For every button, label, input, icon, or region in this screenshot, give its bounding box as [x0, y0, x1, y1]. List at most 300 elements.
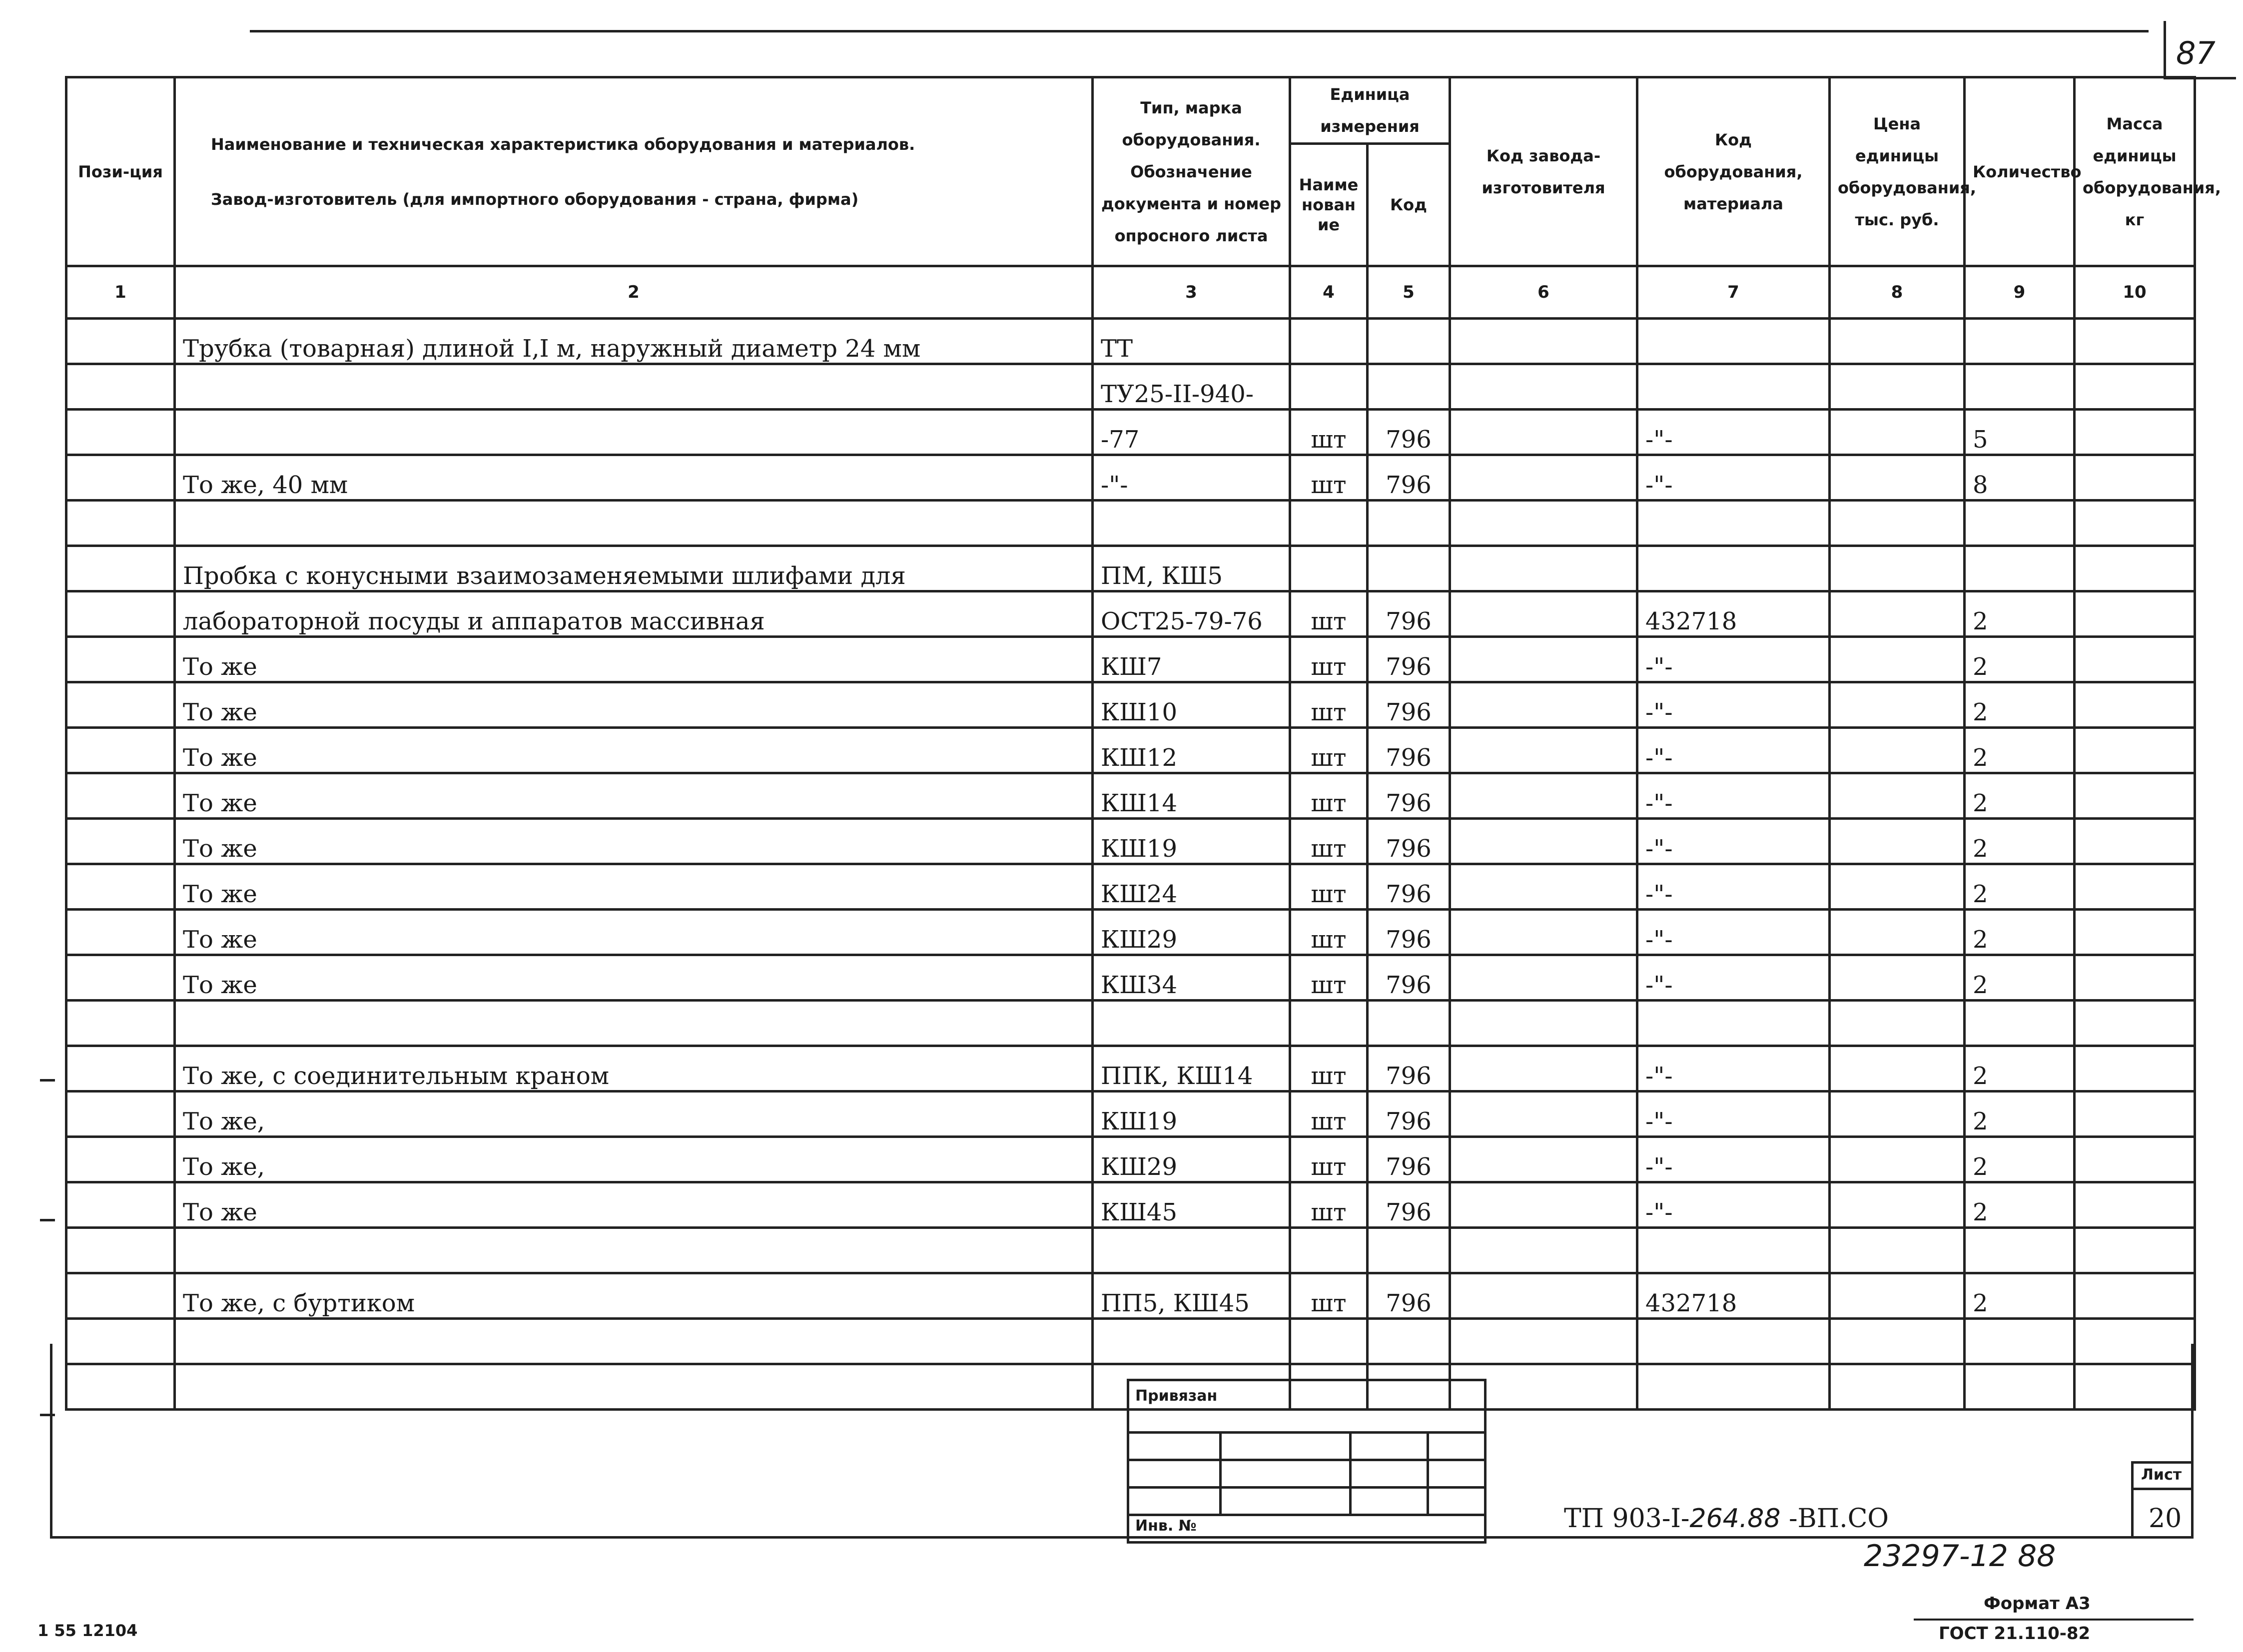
cell-type — [1093, 501, 1290, 546]
cell-factory — [1450, 410, 1637, 455]
table-row — [66, 910, 2195, 955]
colnum-6: 6 — [1450, 266, 1637, 319]
cell-mass — [2075, 1319, 2195, 1364]
cell-name: То же, с буртиком — [175, 1273, 1093, 1319]
cell-mass — [2075, 682, 2195, 728]
table-row — [66, 591, 2195, 637]
format-label: Формат А3 — [1984, 1594, 2091, 1614]
cell-factory — [1450, 1319, 1637, 1364]
cell-mass — [2075, 1092, 2195, 1137]
cell-unit: шт — [1290, 773, 1368, 819]
cell-mass — [2075, 501, 2195, 546]
doc-handwritten: 264.88 — [1689, 1504, 1781, 1534]
cell-mat — [1637, 501, 1830, 546]
column-numbers-row — [66, 266, 2195, 319]
cell-qty: 2 — [1965, 864, 2075, 910]
cell-factory — [1450, 819, 1637, 864]
cell-qty: 2 — [1965, 1273, 2075, 1319]
cell-unit — [1290, 1228, 1368, 1273]
header-name-line1: Наименование и техническая характеристика оборудования и материалов. — [211, 134, 915, 154]
cell-factory — [1450, 637, 1637, 682]
cell-name: Пробка с конусными взаимозаменяемыми шлифами для — [175, 546, 1093, 591]
cell-name: То же — [175, 773, 1093, 819]
cell-type: КШ34 — [1093, 955, 1290, 1001]
margin-tick — [40, 1414, 55, 1416]
cell-unit: шт — [1290, 682, 1368, 728]
top-border-line — [250, 30, 2149, 32]
cell-factory — [1450, 1092, 1637, 1137]
cell-name: То же — [175, 864, 1093, 910]
cell-factory — [1450, 1273, 1637, 1319]
table-row — [66, 864, 2195, 910]
cell-pos — [66, 910, 175, 955]
cell-pos — [66, 682, 175, 728]
cell-type — [1093, 1001, 1290, 1046]
cell-unit: шт — [1290, 955, 1368, 1001]
cell-unit: шт — [1290, 1182, 1368, 1228]
cell-factory — [1450, 1228, 1637, 1273]
cell-unit: шт — [1290, 864, 1368, 910]
cell-type: ПМ, КШ5 — [1093, 546, 1290, 591]
cell-mat — [1637, 1364, 1830, 1410]
cell-mass — [2075, 819, 2195, 864]
table-body — [66, 319, 2195, 1410]
cell-qty: 2 — [1965, 1046, 2075, 1092]
sheet-label: Лист — [2141, 1466, 2182, 1484]
cell-price — [1830, 455, 1965, 501]
cell-name: То же — [175, 637, 1093, 682]
cell-code: 796 — [1368, 682, 1450, 728]
cell-mat: -"- — [1637, 728, 1830, 773]
cell-mass — [2075, 864, 2195, 910]
doc-prefix: ТП 903-I- — [1564, 1504, 1690, 1534]
cell-qty — [1965, 319, 2075, 364]
header-row — [66, 77, 2195, 144]
cell-mat: -"- — [1637, 410, 1830, 455]
cell-mat: -"- — [1637, 637, 1830, 682]
table-row — [66, 319, 2195, 364]
header-unit: Единица измерения — [1290, 77, 1450, 144]
cell-mass — [2075, 1273, 2195, 1319]
cell-mat: 432718 — [1637, 1273, 1830, 1319]
cell-factory — [1450, 319, 1637, 364]
table-row — [66, 1092, 2195, 1137]
table-row — [66, 546, 2195, 591]
cell-mat: -"- — [1637, 1046, 1830, 1092]
cell-pos — [66, 319, 175, 364]
cell-mass — [2075, 1182, 2195, 1228]
cell-factory — [1450, 501, 1637, 546]
cell-qty — [1965, 501, 2075, 546]
cell-mat — [1637, 546, 1830, 591]
cell-qty: 2 — [1965, 910, 2075, 955]
cell-unit: шт — [1290, 455, 1368, 501]
cell-pos — [66, 501, 175, 546]
cell-mat: -"- — [1637, 1182, 1830, 1228]
document-designation — [1564, 1504, 1889, 1534]
cell-type: -77 — [1093, 410, 1290, 455]
cell-qty: 2 — [1965, 955, 2075, 1001]
cell-pos — [66, 1001, 175, 1046]
header-unit-name: Наименование — [1290, 144, 1368, 266]
cell-name — [175, 501, 1093, 546]
cell-code: 796 — [1368, 591, 1450, 637]
cell-name: То же — [175, 910, 1093, 955]
cell-mass — [2075, 1046, 2195, 1092]
table-row — [66, 637, 2195, 682]
cell-type: КШ29 — [1093, 1137, 1290, 1182]
cell-code: 796 — [1368, 955, 1450, 1001]
table-row — [66, 501, 2195, 546]
table-row — [66, 819, 2195, 864]
margin-tick — [40, 1079, 55, 1082]
cell-type: КШ7 — [1093, 637, 1290, 682]
header-mass: Масса единицы оборудования, кг — [2075, 77, 2195, 266]
cell-code — [1368, 546, 1450, 591]
cell-unit: шт — [1290, 1092, 1368, 1137]
cell-mat: -"- — [1637, 819, 1830, 864]
cell-price — [1830, 319, 1965, 364]
header-type: Тип, марка оборудования. Обозначение документа и номер опросного листа — [1093, 77, 1290, 266]
cell-price — [1830, 955, 1965, 1001]
cell-name: То же — [175, 682, 1093, 728]
gost-label: ГОСТ 21.110-82 — [1939, 1624, 2091, 1644]
cell-factory — [1450, 864, 1637, 910]
cell-pos — [66, 773, 175, 819]
cell-pos — [66, 1273, 175, 1319]
cell-factory — [1450, 728, 1637, 773]
frame-left-border — [50, 1344, 52, 1539]
table-row — [66, 1228, 2195, 1273]
table-row — [66, 682, 2195, 728]
cell-type: ПП5, КШ45 — [1093, 1273, 1290, 1319]
cell-mass — [2075, 910, 2195, 955]
table-row — [66, 1273, 2195, 1319]
doc-suffix: -ВП.СО — [1788, 1504, 1889, 1534]
cell-type: КШ45 — [1093, 1182, 1290, 1228]
cell-pos — [66, 591, 175, 637]
cell-code: 796 — [1368, 410, 1450, 455]
cell-mat: -"- — [1637, 455, 1830, 501]
cell-pos — [66, 728, 175, 773]
cell-code: 796 — [1368, 864, 1450, 910]
colnum-1: 1 — [66, 266, 175, 319]
cell-code: 796 — [1368, 637, 1450, 682]
cell-unit: шт — [1290, 1273, 1368, 1319]
cell-mass — [2075, 410, 2195, 455]
cell-code: 796 — [1368, 1137, 1450, 1182]
table-row — [66, 1182, 2195, 1228]
cell-price — [1830, 773, 1965, 819]
cell-unit — [1290, 1001, 1368, 1046]
cell-name: То же — [175, 1182, 1093, 1228]
cell-unit — [1290, 1319, 1368, 1364]
cell-type: КШ10 — [1093, 682, 1290, 728]
cell-name: То же, — [175, 1092, 1093, 1137]
cell-price — [1830, 682, 1965, 728]
colnum-2: 2 — [175, 266, 1093, 319]
cell-name — [175, 1319, 1093, 1364]
cell-qty: 2 — [1965, 637, 2075, 682]
cell-code — [1368, 1001, 1450, 1046]
cell-price — [1830, 1092, 1965, 1137]
cell-price — [1830, 637, 1965, 682]
cell-code: 796 — [1368, 455, 1450, 501]
cell-factory — [1450, 682, 1637, 728]
table-row — [66, 410, 2195, 455]
cell-qty — [1965, 1319, 2075, 1364]
cell-factory — [1450, 1182, 1637, 1228]
cell-qty: 2 — [1965, 1182, 2075, 1228]
stamp-inv-no: Инв. № — [1135, 1517, 1197, 1535]
cell-factory — [1450, 546, 1637, 591]
cell-name — [175, 1364, 1093, 1410]
cell-qty: 2 — [1965, 1092, 2075, 1137]
stamp-privyazan: Привязан — [1135, 1387, 1218, 1405]
cell-pos — [66, 637, 175, 682]
header-name-line2: Завод-изготовитель (для импортного оборудования - страна, фирма) — [211, 189, 859, 209]
cell-name — [175, 410, 1093, 455]
header-position: Пози-ция — [66, 77, 175, 266]
cell-mat: -"- — [1637, 910, 1830, 955]
cell-price — [1830, 728, 1965, 773]
cell-name — [175, 1228, 1093, 1273]
cell-price — [1830, 591, 1965, 637]
cell-code — [1368, 364, 1450, 410]
cell-mass — [2075, 728, 2195, 773]
cell-pos — [66, 546, 175, 591]
page-number: 87 — [2176, 35, 2216, 71]
table-row — [66, 1046, 2195, 1092]
header-quantity: Количество — [1965, 77, 2075, 266]
cell-mass — [2075, 1364, 2195, 1410]
cell-mass — [2075, 546, 2195, 591]
cell-code: 796 — [1368, 728, 1450, 773]
cell-mass — [2075, 1137, 2195, 1182]
sheet-box-divider — [2131, 1488, 2191, 1490]
cell-factory — [1450, 773, 1637, 819]
cell-qty: 2 — [1965, 682, 2075, 728]
cell-price — [1830, 410, 1965, 455]
header-name — [175, 77, 1093, 266]
table-row — [66, 455, 2195, 501]
cell-unit — [1290, 546, 1368, 591]
cell-pos — [66, 455, 175, 501]
cell-unit: шт — [1290, 591, 1368, 637]
cell-name — [175, 364, 1093, 410]
cell-mat: -"- — [1637, 682, 1830, 728]
cell-name: Трубка (товарная) длиной I,I м, наружный диаметр 24 мм — [175, 319, 1093, 364]
header-factory-code: Код завода-изготовителя — [1450, 77, 1637, 266]
cell-code: 796 — [1368, 1182, 1450, 1228]
cell-pos — [66, 1092, 175, 1137]
cell-unit: шт — [1290, 1046, 1368, 1092]
cell-qty — [1965, 1364, 2075, 1410]
cell-type: -"- — [1093, 455, 1290, 501]
cell-factory — [1450, 591, 1637, 637]
margin-tick — [40, 1219, 55, 1221]
cell-pos — [66, 1319, 175, 1364]
cell-code: 796 — [1368, 910, 1450, 955]
cell-mat — [1637, 1228, 1830, 1273]
cell-code: 796 — [1368, 1273, 1450, 1319]
colnum-4: 4 — [1290, 266, 1368, 319]
cell-pos — [66, 1046, 175, 1092]
cell-name — [175, 1001, 1093, 1046]
cell-type — [1093, 1319, 1290, 1364]
cell-qty: 8 — [1965, 455, 2075, 501]
table-row — [66, 773, 2195, 819]
cell-type: КШ14 — [1093, 773, 1290, 819]
cell-type: ОСТ25-79-76 — [1093, 591, 1290, 637]
cell-mass — [2075, 637, 2195, 682]
cell-price — [1830, 1273, 1965, 1319]
gost-line — [1914, 1619, 2194, 1621]
cell-unit: шт — [1290, 637, 1368, 682]
cell-code — [1368, 319, 1450, 364]
cell-unit: шт — [1290, 410, 1368, 455]
cell-unit: шт — [1290, 910, 1368, 955]
cell-qty: 5 — [1965, 410, 2075, 455]
cell-mass — [2075, 591, 2195, 637]
cell-mat: -"- — [1637, 864, 1830, 910]
cell-unit: шт — [1290, 819, 1368, 864]
cell-name: То же — [175, 955, 1093, 1001]
header-unit-code: Код — [1368, 144, 1450, 266]
cell-pos — [66, 955, 175, 1001]
colnum-10: 10 — [2075, 266, 2195, 319]
cell-type: КШ24 — [1093, 864, 1290, 910]
cell-mass — [2075, 773, 2195, 819]
cell-qty — [1965, 1001, 2075, 1046]
header-material-code: Код оборудования, материала — [1637, 77, 1830, 266]
cell-price — [1830, 1182, 1965, 1228]
colnum-3: 3 — [1093, 266, 1290, 319]
cell-factory — [1450, 1001, 1637, 1046]
cell-pos — [66, 364, 175, 410]
cell-type: ППК, КШ14 — [1093, 1046, 1290, 1092]
colnum-5: 5 — [1368, 266, 1450, 319]
cell-mat — [1637, 364, 1830, 410]
cell-unit: шт — [1290, 728, 1368, 773]
cell-unit — [1290, 364, 1368, 410]
cell-type: КШ29 — [1093, 910, 1290, 955]
cell-mat: 432718 — [1637, 591, 1830, 637]
cell-qty: 2 — [1965, 1137, 2075, 1182]
cell-type: КШ12 — [1093, 728, 1290, 773]
cell-factory — [1450, 910, 1637, 955]
table-row — [66, 955, 2195, 1001]
cell-mass — [2075, 1228, 2195, 1273]
cell-mat — [1637, 319, 1830, 364]
cell-type — [1093, 1228, 1290, 1273]
table-row — [66, 1137, 2195, 1182]
cell-pos — [66, 819, 175, 864]
cell-mass — [2075, 1001, 2195, 1046]
header-price: Цена единицы оборудования, тыс. руб. — [1830, 77, 1965, 266]
cell-unit — [1290, 319, 1368, 364]
cell-qty: 2 — [1965, 819, 2075, 864]
cell-name: То же, — [175, 1137, 1093, 1182]
cell-mat: -"- — [1637, 955, 1830, 1001]
cell-price — [1830, 1046, 1965, 1092]
cell-pos — [66, 1228, 175, 1273]
cell-price — [1830, 501, 1965, 546]
cell-price — [1830, 910, 1965, 955]
cell-mat — [1637, 1001, 1830, 1046]
cell-code — [1368, 1319, 1450, 1364]
cell-qty: 2 — [1965, 591, 2075, 637]
inventory-code: 1 55 12104 — [37, 1621, 138, 1640]
cell-code: 796 — [1368, 1092, 1450, 1137]
sheet-number: 20 — [2149, 1504, 2182, 1534]
cell-type: КШ19 — [1093, 1092, 1290, 1137]
cell-factory — [1450, 955, 1637, 1001]
cell-name: То же — [175, 728, 1093, 773]
cell-type: КШ19 — [1093, 819, 1290, 864]
cell-code: 796 — [1368, 1046, 1450, 1092]
cell-price — [1830, 1137, 1965, 1182]
cell-name: То же, 40 мм — [175, 455, 1093, 501]
cell-qty: 2 — [1965, 728, 2075, 773]
cell-mass — [2075, 955, 2195, 1001]
cell-mat: -"- — [1637, 1092, 1830, 1137]
cell-qty: 2 — [1965, 773, 2075, 819]
cell-code: 796 — [1368, 819, 1450, 864]
cell-mass — [2075, 364, 2195, 410]
colnum-7: 7 — [1637, 266, 1830, 319]
cell-factory — [1450, 455, 1637, 501]
cell-qty — [1965, 1228, 2075, 1273]
cell-price — [1830, 1319, 1965, 1364]
cell-factory — [1450, 1046, 1637, 1092]
handwritten-number: 23297-12 88 — [1864, 1539, 2056, 1574]
cell-pos — [66, 1182, 175, 1228]
cell-price — [1830, 1364, 1965, 1410]
cell-qty — [1965, 364, 2075, 410]
binding-stamp — [1127, 1379, 1487, 1544]
cell-name: лабораторной посуды и аппаратов массивная — [175, 591, 1093, 637]
cell-price — [1830, 364, 1965, 410]
cell-type: ТТ — [1093, 319, 1290, 364]
cell-price — [1830, 546, 1965, 591]
cell-pos — [66, 1364, 175, 1410]
table-row — [66, 1319, 2195, 1364]
table-row — [66, 1001, 2195, 1046]
table-row — [66, 364, 2195, 410]
cell-type: ТУ25-II-940- — [1093, 364, 1290, 410]
cell-factory — [1450, 1137, 1637, 1182]
colnum-9: 9 — [1965, 266, 2075, 319]
cell-pos — [66, 1137, 175, 1182]
table-row — [66, 728, 2195, 773]
cell-name: То же, с соединительным краном — [175, 1046, 1093, 1092]
cell-price — [1830, 864, 1965, 910]
cell-pos — [66, 410, 175, 455]
cell-mass — [2075, 319, 2195, 364]
cell-unit: шт — [1290, 1137, 1368, 1182]
cell-price — [1830, 1228, 1965, 1273]
cell-mat: -"- — [1637, 773, 1830, 819]
cell-mat — [1637, 1319, 1830, 1364]
cell-name: То же — [175, 819, 1093, 864]
cell-code: 796 — [1368, 773, 1450, 819]
cell-unit — [1290, 501, 1368, 546]
cell-factory — [1450, 364, 1637, 410]
colnum-8: 8 — [1830, 266, 1965, 319]
cell-code — [1368, 501, 1450, 546]
cell-mat: -"- — [1637, 1137, 1830, 1182]
